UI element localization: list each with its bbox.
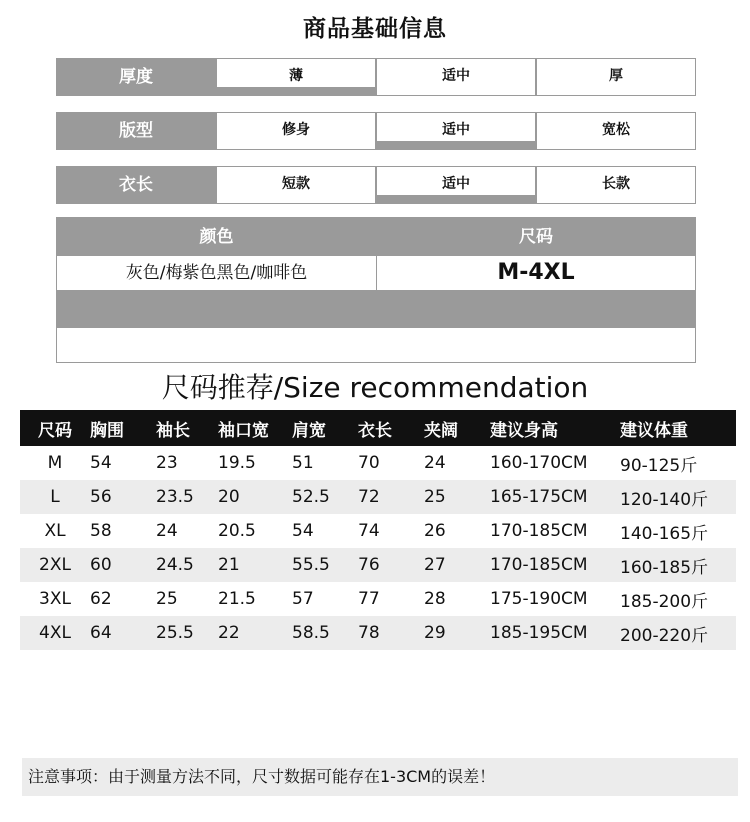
attr-option-thick: 厚 — [536, 58, 696, 96]
attr-label-fit: 版型 — [56, 112, 216, 150]
table-cell: 185-200斤 — [620, 591, 709, 612]
table-cell: 58 — [90, 521, 112, 541]
table-cell: 24.5 — [156, 548, 218, 582]
table-cell: 72 — [358, 480, 424, 514]
selected-indicator — [377, 141, 535, 149]
table-cell: 57 — [292, 589, 314, 609]
table-cell: 70 — [358, 453, 380, 473]
table-cell: 60 — [90, 548, 156, 582]
table-cell: 160-185斤 — [620, 548, 736, 582]
table-cell: 28 — [424, 589, 446, 609]
table-cell: 200-220斤 — [620, 616, 736, 650]
attr-option-loose: 宽松 — [536, 112, 696, 150]
table-cell: 52.5 — [292, 480, 358, 514]
gray-band — [57, 290, 695, 328]
table-row — [20, 446, 736, 480]
table-cell: 2XL — [20, 548, 90, 582]
table-cell: 25.5 — [156, 616, 218, 650]
table-row — [20, 514, 736, 548]
table-cell: 58.5 — [292, 616, 358, 650]
table-cell: 185-195CM — [490, 616, 620, 650]
table-cell: 24 — [156, 521, 178, 541]
table-cell: 23 — [156, 453, 178, 473]
table-cell: 24 — [424, 453, 446, 473]
table-cell: 20 — [218, 480, 292, 514]
selected-indicator — [217, 87, 375, 95]
table-cell: 27 — [424, 548, 490, 582]
table-cell: 54 — [292, 521, 314, 541]
table-cell: 165-175CM — [490, 480, 620, 514]
table-cell: 175-190CM — [490, 589, 588, 609]
measurement-note: 注意事项：由于测量方法不同，尺寸数据可能存在1-3CM的误差！ — [22, 758, 738, 796]
color-size-block — [56, 217, 696, 363]
table-cell: 21 — [218, 548, 292, 582]
attr-label-thickness: 厚度 — [56, 58, 216, 96]
table-cell: 120-140斤 — [620, 480, 736, 514]
attr-option-medium: 适中 — [376, 58, 536, 96]
table-cell: 78 — [358, 616, 424, 650]
color-header: 颜色 — [199, 227, 234, 247]
table-cell: 56 — [90, 480, 156, 514]
table-cell: 20.5 — [218, 521, 256, 541]
table-cell: 74 — [358, 521, 380, 541]
table-cell: 3XL — [39, 589, 71, 609]
table-cell: 90-125斤 — [620, 455, 698, 476]
size-recommendation-title: 尺码推荐/Size recommendation — [161, 371, 589, 404]
header-height: 建议身高 — [490, 410, 620, 446]
basic-info-title: 商品基础信息 — [303, 16, 447, 42]
header-armhole: 夹阔 — [424, 410, 490, 446]
attr-option-thin: 薄 — [216, 58, 376, 96]
table-cell: 19.5 — [218, 453, 256, 473]
table-cell: 140-165斤 — [620, 523, 709, 544]
divider — [376, 256, 377, 290]
table-row — [20, 480, 736, 514]
table-cell: L — [20, 480, 90, 514]
table-row — [20, 582, 736, 616]
table-cell: 170-185CM — [490, 548, 620, 582]
header-chest: 胸围 — [90, 410, 156, 446]
table-cell: 77 — [358, 589, 380, 609]
table-row — [20, 548, 736, 582]
table-cell: 64 — [90, 616, 156, 650]
table-cell: 55.5 — [292, 548, 358, 582]
table-cell: 25 — [424, 480, 490, 514]
table-cell: 51 — [292, 453, 314, 473]
attr-option-short: 短款 — [216, 166, 376, 204]
table-cell: 29 — [424, 616, 490, 650]
table-cell: 26 — [424, 521, 446, 541]
color-size-header — [57, 218, 695, 256]
header-weight: 建议体重 — [620, 410, 736, 446]
header-shoulder: 肩宽 — [292, 410, 358, 446]
attr-row-fit — [56, 112, 696, 150]
size-header: 尺码 — [519, 227, 553, 247]
table-cell: 25 — [156, 589, 178, 609]
header-length: 衣长 — [358, 410, 424, 446]
header-sleeve: 袖长 — [156, 410, 218, 446]
selected-indicator — [377, 195, 535, 203]
table-cell: 160-170CM — [490, 453, 588, 473]
table-cell: M — [47, 453, 63, 473]
table-row — [20, 616, 736, 650]
attr-option-mid-length: 适中 — [376, 166, 536, 204]
header-cuff: 袖口宽 — [218, 410, 292, 446]
table-cell: 4XL — [20, 616, 90, 650]
size-table — [20, 410, 736, 650]
table-cell: XL — [44, 521, 66, 541]
table-cell: 23.5 — [156, 480, 218, 514]
attr-label-length: 衣长 — [56, 166, 216, 204]
table-cell: 21.5 — [218, 589, 256, 609]
attr-option-long: 长款 — [536, 166, 696, 204]
table-cell: 62 — [90, 589, 112, 609]
attr-row-length — [56, 166, 696, 204]
size-table-header — [20, 410, 736, 446]
table-cell: 76 — [358, 548, 424, 582]
table-cell: 22 — [218, 616, 292, 650]
color-value: 灰色/梅紫色黑色/咖啡色 — [125, 263, 308, 283]
table-cell: 170-185CM — [490, 521, 588, 541]
attr-option-slim: 修身 — [216, 112, 376, 150]
attr-row-thickness — [56, 58, 696, 96]
attr-option-regular: 适中 — [376, 112, 536, 150]
size-value: M-4XL — [497, 260, 575, 285]
header-size: 尺码 — [20, 410, 90, 446]
table-cell: 54 — [90, 453, 112, 473]
